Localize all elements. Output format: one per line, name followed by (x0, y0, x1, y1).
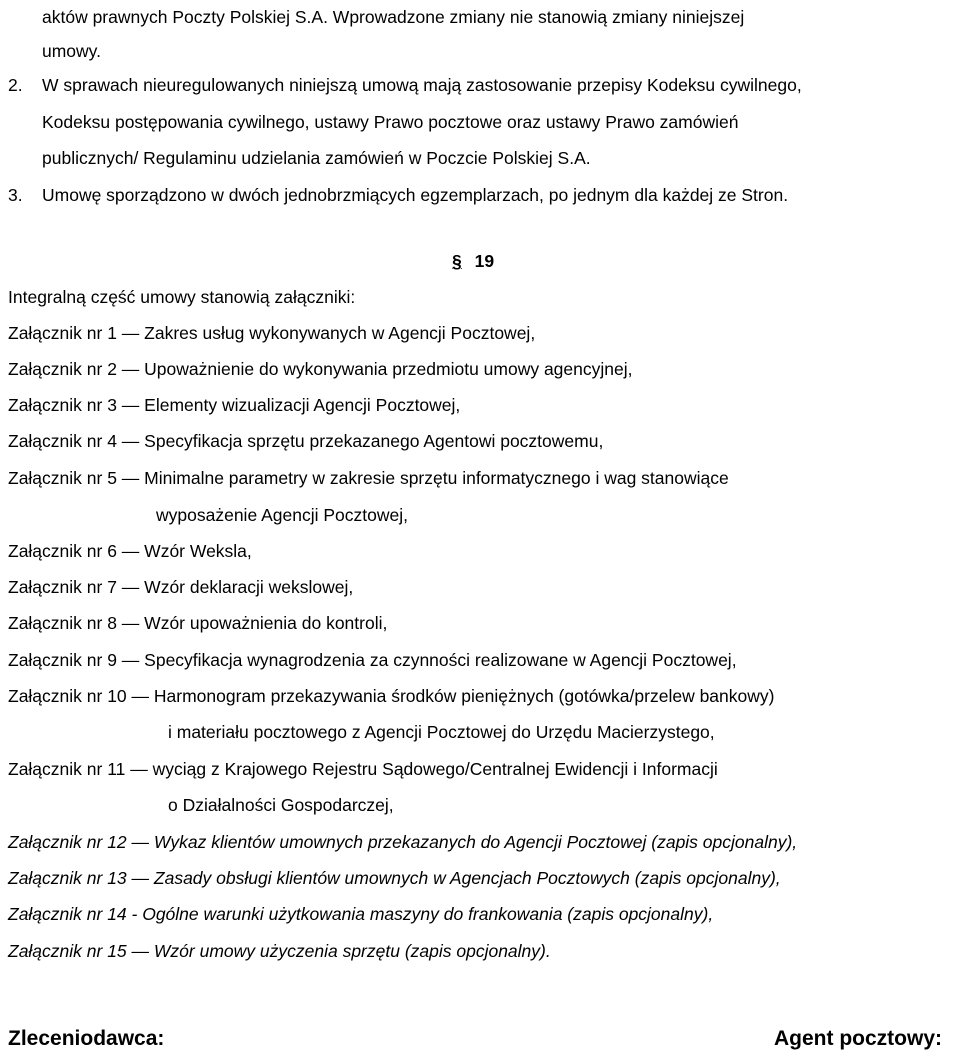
section-number: 19 (474, 251, 495, 271)
attachment-text: Elementy wizualizacji Agencji Pocztowej, (144, 395, 461, 415)
intro-line-2: umowy. (42, 41, 101, 61)
attachment-13: Załącznik nr 13 — Zasady obsługi klientów umownych w Agencjach Pocztowych (zapis opcjonalny), (8, 868, 781, 888)
attachment-text: Zasady obsługi klientów umownych w Agencjach Pocztowych (zapis opcjonalny), (153, 868, 781, 888)
attachment-text: Wzór upoważnienia do kontroli, (144, 613, 388, 633)
attachment-label: Załącznik nr 12 (8, 832, 127, 852)
signature-principal: Zleceniodawca: (8, 1027, 165, 1050)
attachment-label: Załącznik nr 15 (8, 941, 127, 961)
attachment-10: Załącznik nr 10 — Harmonogram przekazywania środków pieniężnych (gotówka/przelew bankowy) (8, 686, 775, 706)
attachment-text: Wzór Weksla, (144, 541, 252, 561)
attachment-label: Załącznik nr 10 (8, 686, 127, 706)
attachment-label: Załącznik nr 7 (8, 577, 117, 597)
attachment-text: Wzór deklaracji wekslowej, (144, 577, 354, 597)
item-2-line-1: W sprawach nieuregulowanych niniejszą umową mają zastosowanie przepisy Kodeksu cywilnego, (42, 75, 802, 95)
attachment-label: Załącznik nr 4 (8, 431, 117, 451)
attachment-11: Załącznik nr 11 — wyciąg z Krajowego Rejestru Sądowego/Centralnej Ewidencji i Informacji (8, 759, 718, 779)
attachment-label: Załącznik nr 9 (8, 650, 117, 670)
attachment-2: Załącznik nr 2 — Upoważnienie do wykonywania przedmiotu umowy agencyjnej, (8, 359, 633, 379)
item-3-text: Umowę sporządzono w dwóch jednobrzmiących egzemplarzach, po jednym dla każdej ze Stron. (42, 185, 789, 205)
attachment-15: Załącznik nr 15 — Wzór umowy użyczenia sprzętu (zapis opcjonalny). (8, 941, 551, 961)
intro-line-1: aktów prawnych Poczty Polskiej S.A. Wprowadzone zmiany nie stanowią zmiany niniejszej (42, 7, 745, 27)
attachment-label: Załącznik nr 3 (8, 395, 117, 415)
attachment-text: Specyfikacja sprzętu przekazanego Agentowi pocztowemu, (144, 431, 604, 451)
item-3-number: 3. (8, 185, 23, 205)
attachment-4: Załącznik nr 4 — Specyfikacja sprzętu przekazanego Agentowi pocztowemu, (8, 431, 604, 451)
attachment-7: Załącznik nr 7 — Wzór deklaracji wekslowej, (8, 577, 354, 597)
attachment-label: Załącznik nr 2 (8, 359, 117, 379)
attachment-text: Harmonogram przekazywania środków pieniężnych (gotówka/przelew bankowy) (153, 686, 775, 706)
attachment-1: Załącznik nr 1 — Zakres usług wykonywanych w Agencji Pocztowej, (8, 323, 536, 343)
section-symbol: § (452, 251, 462, 271)
attachment-11-cont: o Działalności Gospodarczej, (168, 795, 394, 815)
attachment-text: wyciąg z Krajowego Rejestru Sądowego/Centralnej Ewidencji i Informacji (152, 759, 718, 779)
attachment-label: Załącznik nr 13 (8, 868, 127, 888)
attachment-text: Minimalne parametry w zakresie sprzętu informatycznego i wag stanowiące (144, 468, 729, 488)
section-heading (452, 250, 494, 272)
attachments-intro: Integralną część umowy stanowią załączniki: (8, 287, 356, 307)
attachment-label: Załącznik nr 5 (8, 468, 117, 488)
attachment-5-cont: wyposażenie Agencji Pocztowej, (156, 505, 408, 525)
attachment-text: Specyfikacja wynagrodzenia za czynności realizowane w Agencji Pocztowej, (144, 650, 737, 670)
attachment-8: Załącznik nr 8 — Wzór upoważnienia do kontroli, (8, 613, 388, 633)
item-2-number: 2. (8, 75, 23, 95)
attachment-label: Załącznik nr 6 (8, 541, 117, 561)
attachment-text: Wykaz klientów umownych przekazanych do Agencji Pocztowej (zapis opcjonalny), (153, 832, 798, 852)
attachment-5: Załącznik nr 5 — Minimalne parametry w zakresie sprzętu informatycznego i wag stanowiące (8, 468, 729, 488)
attachment-14: Załącznik nr 14 - Ogólne warunki użytkowania maszyny do frankowania (zapis opcjonalny), (8, 904, 714, 924)
attachment-label: Załącznik nr 8 (8, 613, 117, 633)
attachment-text: Upoważnienie do wykonywania przedmiotu umowy agencyjnej, (144, 359, 633, 379)
item-2-line-2: Kodeksu postępowania cywilnego, ustawy Prawo pocztowe oraz ustawy Prawo zamówień (42, 112, 739, 132)
attachment-6: Załącznik nr 6 — Wzór Weksla, (8, 541, 252, 561)
attachment-3: Załącznik nr 3 — Elementy wizualizacji Agencji Pocztowej, (8, 395, 461, 415)
attachment-text: Zakres usług wykonywanych w Agencji Pocztowej, (144, 323, 536, 343)
attachment-9: Załącznik nr 9 — Specyfikacja wynagrodzenia za czynności realizowane w Agencji Pocztowej, (8, 650, 737, 670)
attachment-12: Załącznik nr 12 — Wykaz klientów umownych przekazanych do Agencji Pocztowej (zapis opcjonalny), (8, 832, 798, 852)
attachment-10-cont: i materiału pocztowego z Agencji Pocztowej do Urzędu Macierzystego, (168, 722, 715, 742)
attachment-text: Wzór umowy użyczenia sprzętu (zapis opcjonalny). (153, 941, 551, 961)
attachment-label: Załącznik nr 11 (8, 759, 126, 779)
attachment-label: Załącznik nr 1 (8, 323, 117, 343)
item-2-line-3: publicznych/ Regulaminu udzielania zamówień w Poczcie Polskiej S.A. (42, 148, 591, 168)
signature-agent: Agent pocztowy: (774, 1027, 942, 1050)
